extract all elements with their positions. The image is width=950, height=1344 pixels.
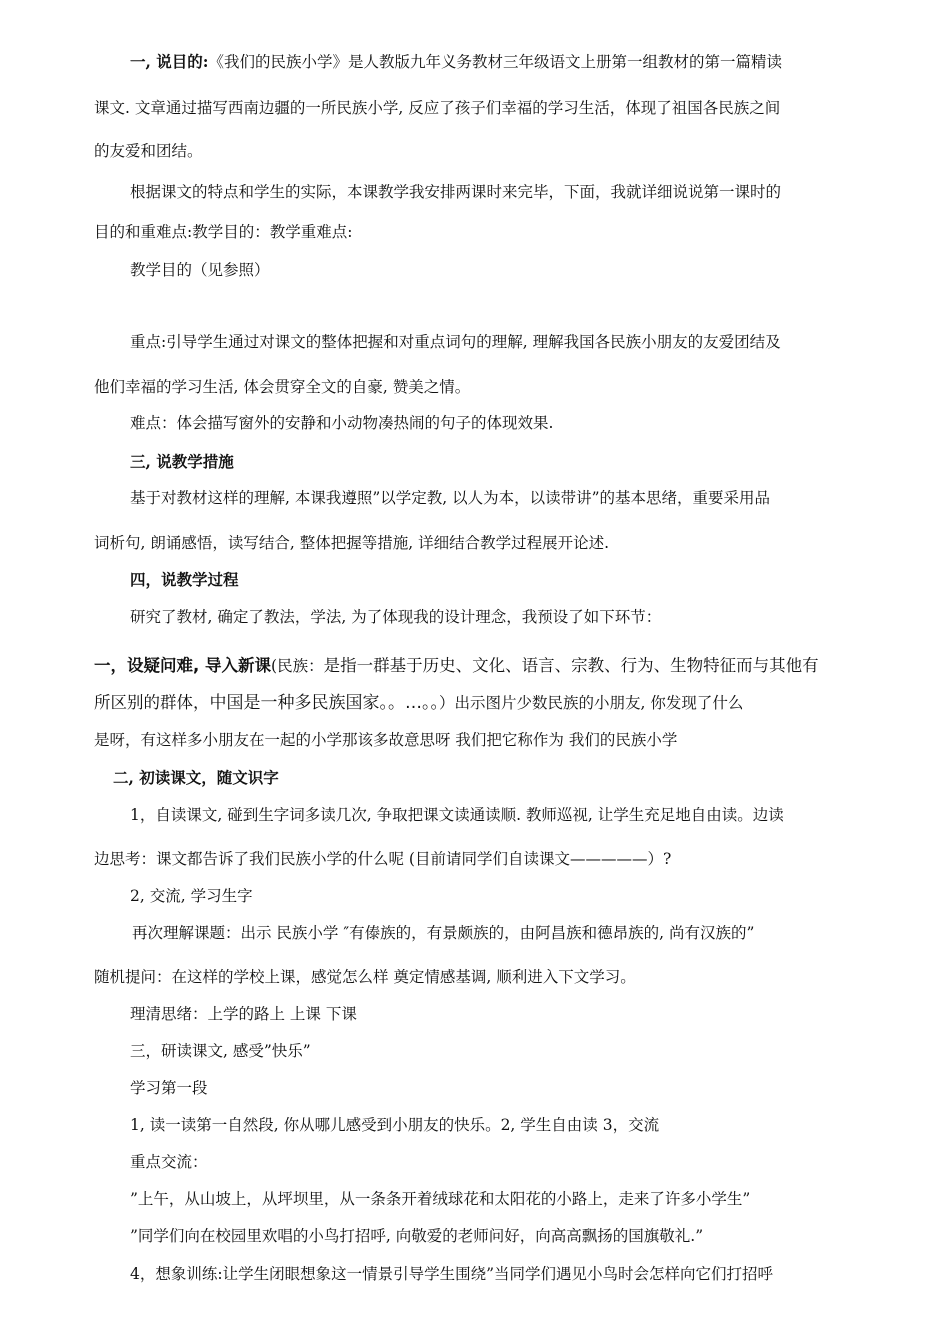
s3-item1: 1, 读一读第一自然段, 你从哪儿感受到小朋友的快乐。2, 学生自由读 3，交流: [130, 1116, 660, 1134]
s1-line3: 是呀，有这样多小朋友在一起的小学那该多故意思呀 我们把它称作为 我们的民族小学: [94, 731, 678, 749]
heading-3: 三, 说教学措施: [130, 452, 234, 471]
p2-line2: 目的和重难点:教学目的：教学重难点:: [94, 223, 353, 241]
s2-item2: 2, 交流, 学习生字: [130, 887, 253, 905]
p4-line1: 重点:引导学生通过对课文的整体把握和对重点词句的理解, 理解我国各民族小朋友的友爱团结及: [130, 333, 781, 351]
p6-line1: 基于对教材这样的理解, 本课我遵照”以学定教, 以人为本，以读带讲”的基本思绪，重要采用品: [130, 489, 771, 507]
s1-definition-cont: 所区别的群体，: [94, 693, 210, 712]
s2-item3-line1: 再次理解课题：出示 民族小学 ″有傣族的，有景颇族的，由阿昌族和德昂族的, 尚有汉族的”: [132, 924, 755, 942]
s1-line2: [94, 693, 743, 713]
s2-item1-line1: 1，自读课文, 碰到生字词多读几次, 争取把课文读通读顺. 教师巡视, 让学生充足地自由读。边读: [130, 806, 784, 824]
s1-line2-text: ）出示图片少数民族的小朋友, 你发现了什么: [439, 694, 744, 712]
p3-line: 教学目的（见参照）: [130, 261, 270, 279]
p1-line1: [130, 52, 782, 72]
s1-country: 中国是一种多民族国家。。…。。: [209, 693, 439, 713]
s1-line1: [94, 656, 819, 676]
p1-line1-text: 《我们的民族小学》是人教版九年义务教材三年级语文上册第一组教材的第一篇精读: [208, 53, 783, 71]
p2-line1: 根据课文的特点和学生的实际，本课教学我安排两课时来完毕，下面，我就详细说说第一课时的: [130, 183, 782, 201]
s2-item1-line2: 边思考：课文都告诉了我们民族小学的什么呢 (目前请同学们自读课文—————）?: [94, 850, 672, 868]
s1-paren: (民族：: [271, 657, 324, 675]
p4-line2: 他们幸福的学习生活, 体会贯穿全文的自豪, 赞美之情。: [94, 378, 471, 396]
p6-line2: 词析句, 朗诵感悟，读写结合, 整体把握等措施, 详细结合教学过程展开论述.: [94, 534, 609, 552]
p1-heading: 一, 说目的:: [130, 52, 209, 71]
s2-item4: 理清思绪：上学的路上 上课 下课: [130, 1005, 357, 1023]
p7-line: 研究了教材, 确定了教法，学法, 为了体现我的设计理念，我预设了如下环节：: [130, 608, 662, 626]
s2-item3-line2: 随机提问：在这样的学校上课，感觉怎么样 奠定情感基调, 顺利进入下文学习。: [94, 968, 636, 986]
p5-line: 难点：体会描写窗外的安静和小动物凑热闹的句子的体现效果.: [130, 414, 554, 432]
s3-focus: 重点交流：: [130, 1153, 208, 1171]
s2-heading: 二, 初读课文，随文识字: [113, 768, 279, 787]
p1-line3: 的友爱和团结。: [94, 142, 203, 160]
s3-heading: 三，研读课文, 感受”快乐”: [130, 1042, 311, 1060]
s3-item4: 4，想象训练:让学生闭眼想象这一情景引导学生围绕”当同学们遇见小鸟时会怎样向它们打招呼: [130, 1265, 774, 1283]
s3-quote2: ”同学们向在校园里欢唱的小鸟打招呼, 向敬爱的老师问好，向高高飘扬的国旗敬礼.”: [130, 1227, 704, 1245]
s1-definition: 是指一群基于历史、文化、语言、宗教、行为、生物特征而与其他有: [323, 656, 819, 675]
heading-4: 四，说教学过程: [130, 570, 239, 589]
s3-quote1: ”上午，从山坡上，从坪坝里，从一条条开着绒球花和太阳花的小路上，走来了许多小学生”: [130, 1190, 751, 1208]
s1-heading: 一，设疑问难, 导入新课: [94, 656, 272, 675]
p1-line2: 课文. 文章通过描写西南边疆的一所民族小学, 反应了孩子们幸福的学习生活，体现了祖国各民族之间: [94, 99, 781, 117]
s3-sub: 学习第一段: [130, 1079, 208, 1097]
